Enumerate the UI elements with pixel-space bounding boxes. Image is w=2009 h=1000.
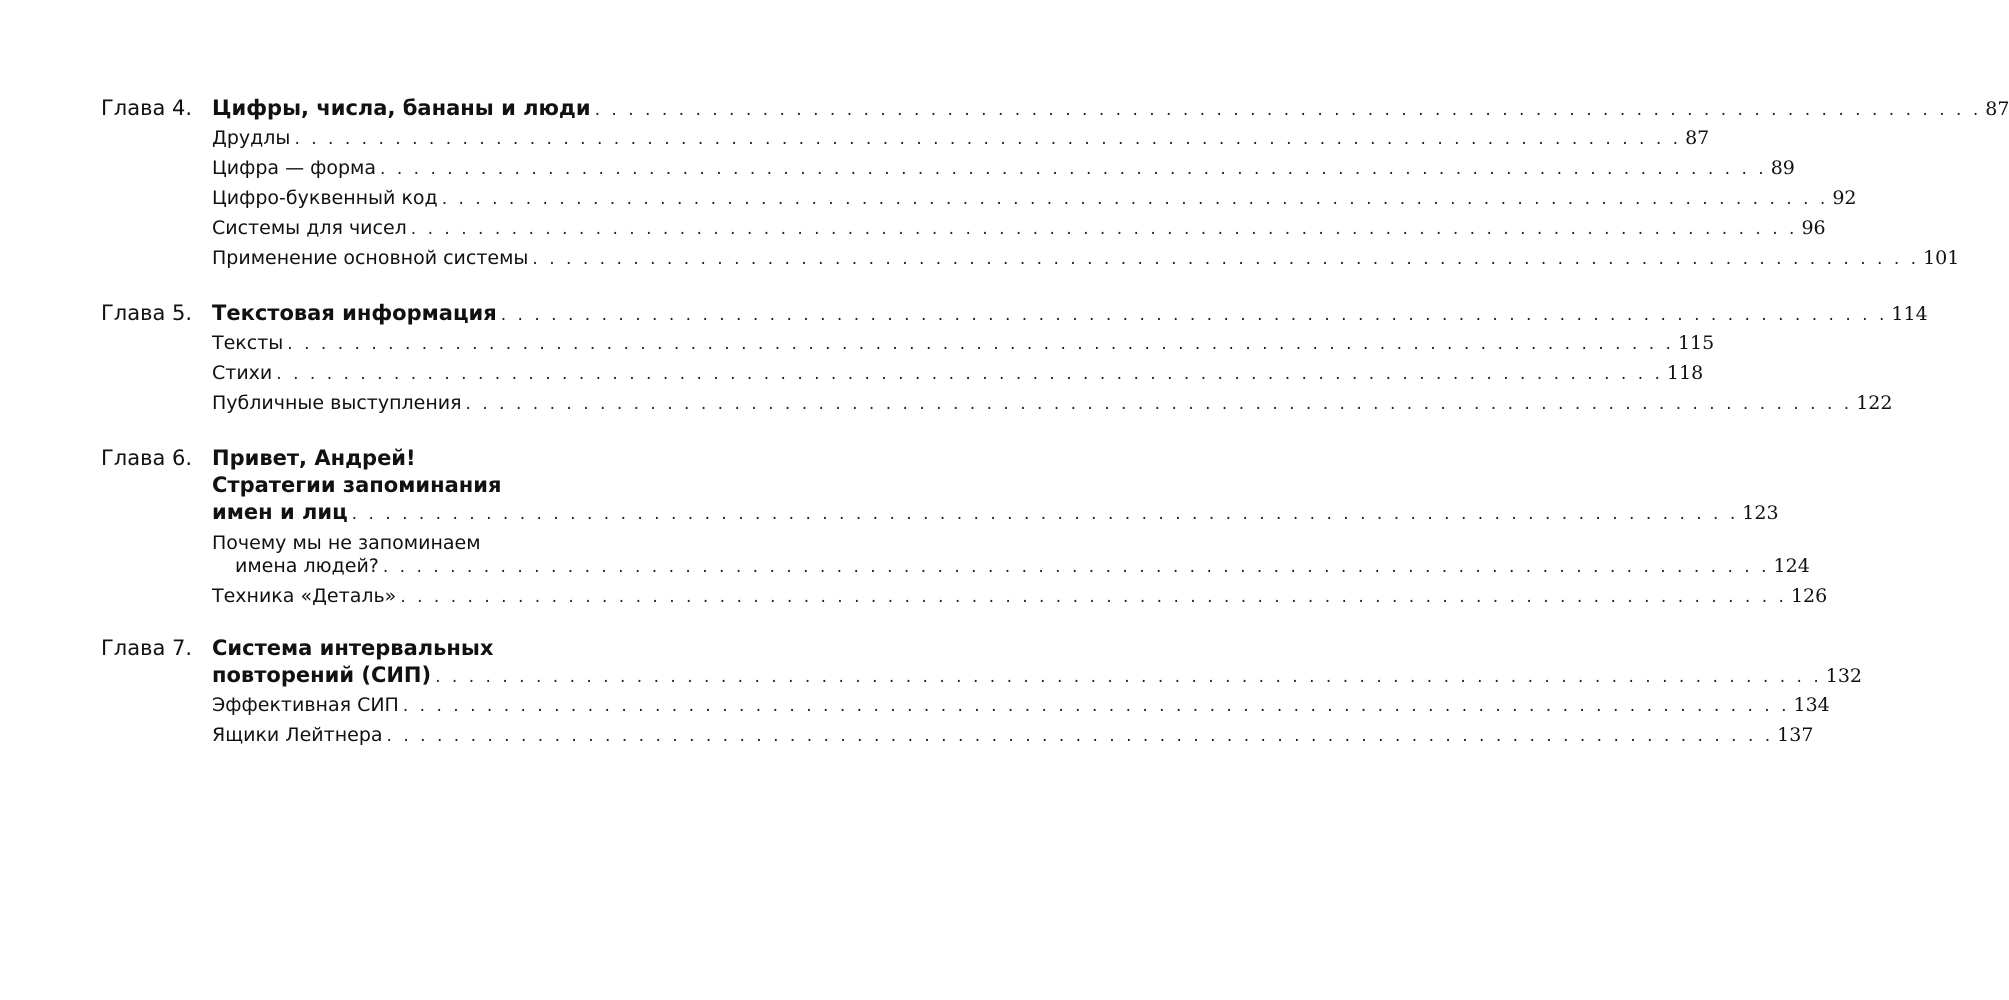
toc-entry-page: 134 — [1793, 694, 1830, 716]
chapter-4-title: Цифры, числа, бананы и люди — [212, 96, 591, 120]
leader-dots: . . . . . . . . . . . . . . . . . . . . . . . . . . . . . . . . . . . . . . . . . . . . . . . . . . . . . . . . . . . . . . . . . . . . . . . . . . . . . . . . . . . — [402, 696, 1790, 716]
toc-entry[interactable] — [212, 123, 1710, 154]
chapter-5-title-entry[interactable] — [212, 298, 1928, 330]
toc-entry-title: Стихи — [212, 362, 273, 384]
chapter-4-label: Глава 4. — [101, 96, 193, 120]
toc-entry-title: Техника «Деталь» — [212, 585, 397, 607]
chapter-6-title-entry[interactable] — [212, 497, 1779, 529]
chapter-5-page: 114 — [1891, 303, 1928, 325]
chapter-6-title-line-3: имен и лиц — [212, 500, 348, 524]
toc-entry-title: Цифро-буквенный код — [212, 187, 438, 209]
toc-entry-line-1[interactable]: Почему мы не запоминаем — [212, 532, 481, 554]
toc-entry-title: Ящики Лейтнера — [212, 724, 383, 746]
toc-entry-page: 96 — [1801, 217, 1826, 239]
toc-entry-page: 124 — [1773, 555, 1810, 577]
chapter-4-title-entry[interactable] — [212, 93, 2009, 125]
chapter-6-page: 123 — [1742, 502, 1779, 524]
toc-entry[interactable] — [212, 690, 1830, 721]
leader-dots: . . . . . . . . . . . . . . . . . . . . . . . . . . . . . . . . . . . . . . . . . . . . . . . . . . . . . . . . . . . . . . . . . . . . . . . . . . . . . . . . . . . — [380, 159, 1767, 179]
leader-dots: . . . . . . . . . . . . . . . . . . . . . . . . . . . . . . . . . . . . . . . . . . . . . . . . . . . . . . . . . . . . . . . . . . . . . . . . . . . . . . . . . . . — [465, 394, 1853, 414]
toc-entry-page: 115 — [1677, 332, 1715, 354]
leader-dots: . . . . . . . . . . . . . . . . . . . . . . . . . . . . . . . . . . . . . . . . . . . . . . . . . . . . . . . . . . . . . . . . . . . . . . . . . . . . . . . . . . . — [594, 100, 1982, 120]
chapter-7-title-line-2: повторений (СИП) — [212, 663, 432, 687]
leader-dots: . . . . . . . . . . . . . . . . . . . . . . . . . . . . . . . . . . . . . . . . . . . . . . . . . . . . . . . . . . . . . . . . . . . . . . . . . . . . . . . . . . . — [276, 364, 1663, 384]
toc-entry-title: Друдлы — [212, 127, 291, 149]
leader-dots: . . . . . . . . . . . . . . . . . . . . . . . . . . . . . . . . . . . . . . . . . . . . . . . . . . . . . . . . . . . . . . . . . . . . . . . . . . . . . . . . . . . — [410, 219, 1798, 239]
toc-entry-page: 92 — [1832, 187, 1857, 209]
toc-entry-page: 118 — [1666, 362, 1704, 384]
toc-entry-title: Цифра — форма — [212, 157, 377, 179]
chapter-7-page: 132 — [1825, 665, 1863, 687]
chapter-5-title: Текстовая информация — [212, 301, 497, 325]
toc-entry-page: 126 — [1790, 585, 1828, 607]
chapter-7-label: Глава 7. — [101, 636, 193, 660]
toc-entry-title: Системы для чисел — [212, 217, 407, 239]
toc-entry[interactable] — [212, 213, 1826, 244]
leader-dots: . . . . . . . . . . . . . . . . . . . . . . . . . . . . . . . . . . . . . . . . . . . . . . . . . . . . . . . . . . . . . . . . . . . . . . . . . . . . . . . . . . . — [382, 557, 1770, 577]
toc-entry-title: имена людей? — [235, 555, 379, 577]
chapter-4-page: 87 — [1985, 98, 2009, 120]
chapter-5-label: Глава 5. — [101, 301, 193, 325]
leader-dots: . . . . . . . . . . . . . . . . . . . . . . . . . . . . . . . . . . . . . . . . . . . . . . . . . . . . . . . . . . . . . . . . . . . . . . . . . . . . . . . . . . . — [500, 305, 1888, 325]
toc-entry-page: 122 — [1856, 392, 1893, 414]
toc-entry-page: 137 — [1777, 724, 1814, 746]
leader-dots: . . . . . . . . . . . . . . . . . . . . . . . . . . . . . . . . . . . . . . . . . . . . . . . . . . . . . . . . . . . . . . . . . . . . . . . . . . . . . . . . . . . — [435, 667, 1822, 687]
chapter-7-title-entry[interactable] — [212, 660, 1863, 692]
toc-entry-page: 101 — [1923, 247, 1960, 269]
leader-dots: . . . . . . . . . . . . . . . . . . . . . . . . . . . . . . . . . . . . . . . . . . . . . . . . . . . . . . . . . . . . . . . . . . . . . . . . . . . . . . . . . . . — [400, 587, 1787, 607]
toc-entry-title: Эффективная СИП — [212, 694, 399, 716]
chapter-6-label: Глава 6. — [101, 446, 193, 470]
toc-entry[interactable] — [212, 328, 1715, 359]
leader-dots: . . . . . . . . . . . . . . . . . . . . . . . . . . . . . . . . . . . . . . . . . . . . . . . . . . . . . . . . . . . . . . . . . . . . . . . . . . . . . . . . . . . — [441, 189, 1829, 209]
chapter-7-title-line-1: Система интервальных — [212, 636, 494, 660]
leader-dots: . . . . . . . . . . . . . . . . . . . . . . . . . . . . . . . . . . . . . . . . . . . . . . . . . . . . . . . . . . . . . . . . . . . . . . . . . . . . . . . . . . . — [532, 249, 1920, 269]
toc-entry-title: Тексты — [212, 332, 284, 354]
toc-entry-page: 89 — [1770, 157, 1795, 179]
leader-dots: . . . . . . . . . . . . . . . . . . . . . . . . . . . . . . . . . . . . . . . . . . . . . . . . . . . . . . . . . . . . . . . . . . . . . . . . . . . . . . . . . . . — [294, 129, 1682, 149]
toc-entry[interactable] — [212, 581, 1828, 612]
toc-entry[interactable] — [212, 358, 1704, 389]
chapter-6-title-line-1: Привет, Андрей! — [212, 446, 416, 470]
toc-entry[interactable] — [212, 388, 1893, 419]
leader-dots: . . . . . . . . . . . . . . . . . . . . . . . . . . . . . . . . . . . . . . . . . . . . . . . . . . . . . . . . . . . . . . . . . . . . . . . . . . . . . . . . . . . — [351, 504, 1739, 524]
toc-entry[interactable] — [212, 243, 1960, 274]
chapter-6-title-line-2: Стратегии запоминания — [212, 473, 502, 497]
toc-entry-title: Публичные выступления — [212, 392, 462, 414]
toc-entry-title: Применение основной системы — [212, 247, 529, 269]
toc-entry[interactable] — [212, 720, 1814, 751]
leader-dots: . . . . . . . . . . . . . . . . . . . . . . . . . . . . . . . . . . . . . . . . . . . . . . . . . . . . . . . . . . . . . . . . . . . . . . . . . . . . . . . . . . . — [287, 334, 1674, 354]
toc-entry[interactable] — [212, 183, 1857, 214]
leader-dots: . . . . . . . . . . . . . . . . . . . . . . . . . . . . . . . . . . . . . . . . . . . . . . . . . . . . . . . . . . . . . . . . . . . . . . . . . . . . . . . . . . . — [386, 726, 1774, 746]
toc-entry[interactable] — [235, 551, 1810, 582]
toc-entry[interactable] — [212, 153, 1795, 184]
toc-entry-page: 87 — [1685, 127, 1710, 149]
